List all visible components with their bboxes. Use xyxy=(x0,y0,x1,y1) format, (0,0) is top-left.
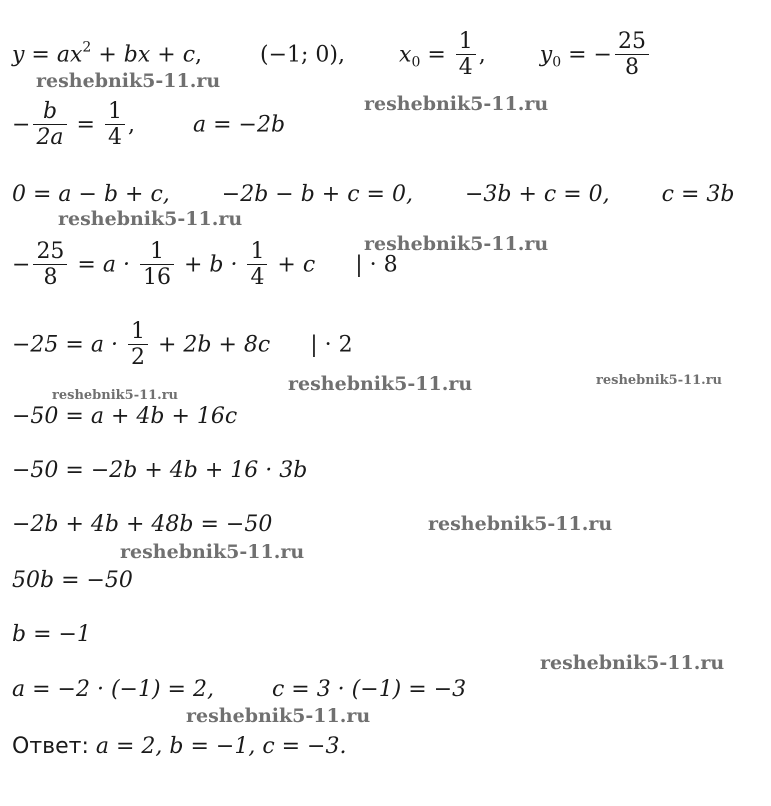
subscript: 0 xyxy=(552,54,562,71)
answer-value: a = 2, b = −1, c = −3. xyxy=(95,734,347,759)
watermark: reshebnik5-11.ru xyxy=(364,93,549,115)
comma: , xyxy=(127,112,135,138)
var-x: x xyxy=(69,42,83,68)
var-x: x xyxy=(137,42,151,68)
expression: 0 = a − b + c, xyxy=(12,182,170,207)
expression: + b · xyxy=(176,252,245,278)
fraction-denominator: 4 xyxy=(458,55,473,80)
equation-line-11 xyxy=(12,677,466,703)
relation-a-b: a = −2b xyxy=(192,112,286,138)
expression: −2b − b + c = 0, xyxy=(221,182,413,207)
exponent: 2 xyxy=(82,39,92,56)
equation-line-7: −50 = −2b + 4b + 16 · 3b xyxy=(12,458,308,483)
equation-line-5 xyxy=(12,320,353,371)
fraction-1-16 xyxy=(140,240,174,291)
watermark: reshebnik5-11.ru xyxy=(52,388,179,403)
fraction-one-quarter xyxy=(105,100,125,151)
fraction-25-8 xyxy=(615,30,649,81)
minus-sign: − xyxy=(12,252,31,278)
expression: c = 3b xyxy=(661,182,735,207)
equals-sign: = xyxy=(69,112,102,138)
fraction-one-quarter xyxy=(247,240,267,291)
answer-label: Ответ: xyxy=(12,734,89,759)
watermark: reshebnik5-11.ru xyxy=(186,705,371,727)
equals-sign: = xyxy=(24,42,57,68)
watermark: reshebnik5-11.ru xyxy=(364,233,549,255)
fraction-denominator: 2a xyxy=(36,125,64,150)
multiplier-note: | · 8 xyxy=(355,252,398,278)
fraction-b-2a xyxy=(33,100,66,151)
expression: −3b + c = 0, xyxy=(464,182,610,207)
fraction-one-half xyxy=(128,320,148,371)
var-y0: y xyxy=(539,42,553,68)
plus-sign: + xyxy=(91,42,124,68)
minus-sign: − xyxy=(12,112,31,138)
comma: , xyxy=(478,42,486,68)
equals-sign: = xyxy=(420,42,453,68)
var-a: a xyxy=(56,42,70,68)
fraction-denominator: 16 xyxy=(142,265,171,290)
plus-sign: + xyxy=(150,42,183,68)
equation-line-8: −2b + 4b + 48b = −50 xyxy=(12,512,273,537)
watermark: reshebnik5-11.ru xyxy=(288,373,473,395)
comma: , xyxy=(195,42,203,68)
fraction-one-quarter xyxy=(456,30,476,81)
fraction-25-8 xyxy=(33,240,67,291)
equation-line-10: b = −1 xyxy=(12,622,91,647)
fraction-numerator: 25 xyxy=(615,30,649,55)
equation-line-4 xyxy=(12,240,398,291)
expression: + 2b + 8c xyxy=(150,332,271,358)
watermark: reshebnik5-11.ru xyxy=(120,541,305,563)
multiplier-note: | · 2 xyxy=(310,332,353,358)
fraction-numerator: 1 xyxy=(247,240,267,265)
fraction-numerator: 1 xyxy=(105,100,125,125)
given-point: (−1; 0), xyxy=(260,42,346,68)
fraction-denominator: 2 xyxy=(130,345,145,370)
equation-line-9: 50b = −50 xyxy=(12,568,133,593)
var-c: c xyxy=(182,42,196,68)
expression: + c xyxy=(270,252,316,278)
watermark: reshebnik5-11.ru xyxy=(58,208,243,230)
fraction-denominator: 4 xyxy=(250,265,265,290)
fraction-denominator: 8 xyxy=(43,265,58,290)
fraction-numerator: 1 xyxy=(456,30,476,55)
value-c: c = 3 · (−1) = −3 xyxy=(271,677,467,702)
var-b: b xyxy=(123,42,138,68)
var-x0: x xyxy=(399,42,412,68)
fraction-denominator: 8 xyxy=(625,55,639,80)
equals-minus: = − xyxy=(561,42,612,68)
fraction-numerator: 1 xyxy=(128,320,148,345)
expression: = a · xyxy=(70,252,137,278)
equation-line-6: −50 = a + 4b + 16c xyxy=(12,404,238,429)
fraction-numerator: 25 xyxy=(33,240,67,265)
var-y: y xyxy=(12,42,25,68)
fraction-denominator: 4 xyxy=(107,125,122,150)
subscript: 0 xyxy=(411,54,421,71)
answer-line xyxy=(12,734,346,760)
watermark: reshebnik5-11.ru xyxy=(428,513,613,535)
fraction-numerator: 1 xyxy=(140,240,174,265)
equation-line-3 xyxy=(12,182,734,208)
watermark: reshebnik5-11.ru xyxy=(596,373,723,388)
fraction-numerator: b xyxy=(33,100,66,125)
watermark: reshebnik5-11.ru xyxy=(36,70,221,92)
value-a: a = −2 · (−1) = 2, xyxy=(12,677,214,702)
expression: −25 = a · xyxy=(12,332,125,358)
equation-line-2 xyxy=(12,100,285,151)
watermark: reshebnik5-11.ru xyxy=(540,652,725,674)
